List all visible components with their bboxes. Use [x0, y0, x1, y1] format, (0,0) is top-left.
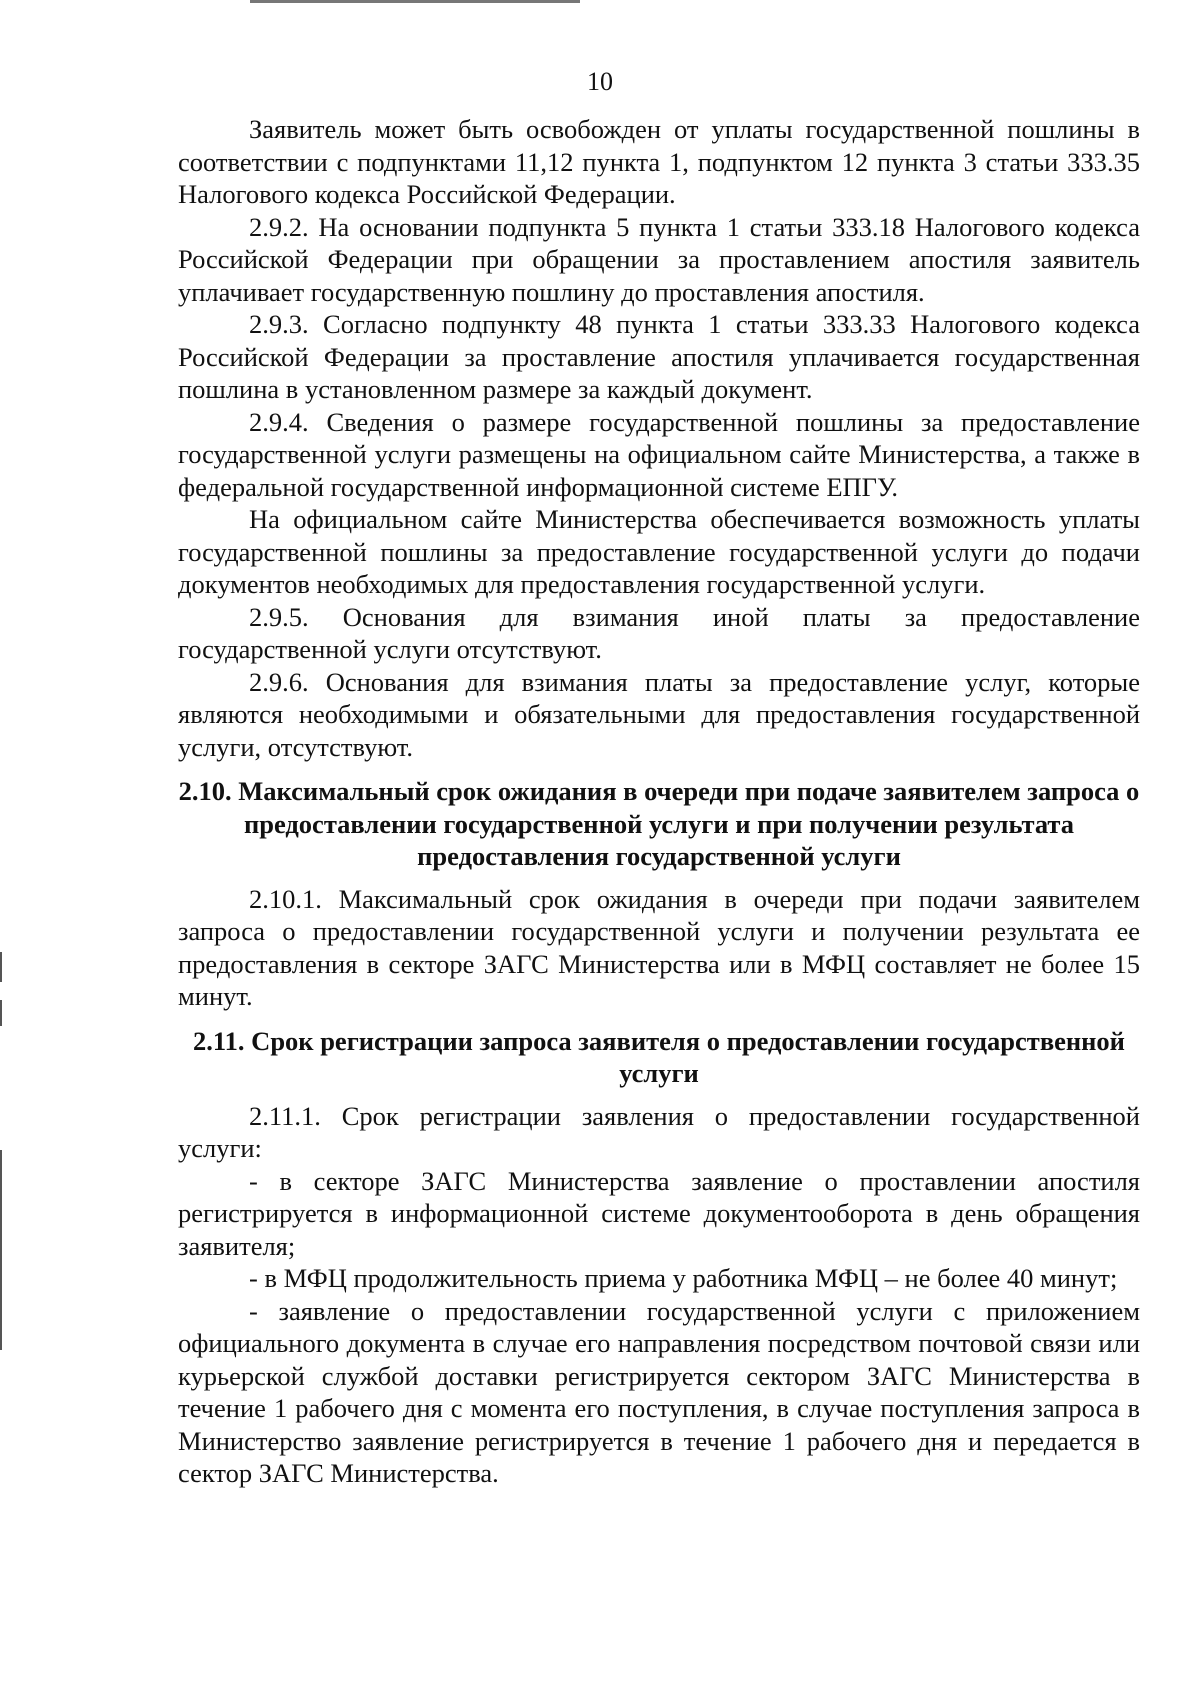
list-item-zags-sector: - в секторе ЗАГС Министерства заявление о проставлении апостиля регистрируется в информационной системе документооборота в день обращения заявителя;: [178, 1165, 1140, 1261]
paragraph-official-site: На официальном сайте Министерства обеспечивается возможность уплаты государственной пошлины за предоставление государственной услуги до подачи документов необходимых для предоставления государственной услуги.: [178, 504, 1140, 599]
paragraph-2-9-6: 2.9.6. Основания для взимания платы за предоставление услуг, которые являются необходимыми и обязательными для предоставления государственной услуги, отсутствуют.: [178, 666, 1140, 762]
paragraph-2-9-2: 2.9.2. На основании подпункта 5 пункта 1 статьи 333.18 Налогового кодекса Российской Федерации при обращении за проставлением апостиля заявитель уплачивает государственную пошлину до проставления апостиля.: [178, 211, 1140, 307]
paragraph-2-9-3: 2.9.3. Согласно подпункту 48 пункта 1 статьи 333.33 Налогового кодекса Российской Федерации за проставление апостиля уплачивается государственная пошлина в установленном размере за каждый документ.: [178, 309, 1140, 404]
paragraph-exemption: Заявитель может быть освобожден от уплаты государственной пошлины в соответствии с подпунктами 11,12 пункта 1, подпунктом 12 пункта 3 статьи 333.35 Налогового кодекса Российской Федерации.: [178, 114, 1140, 209]
scan-artifact-left-1: [0, 952, 2, 982]
paragraph-2-9-5: 2.9.5. Основания для взимания иной платы за предоставление государственной услуги отсутствуют.: [178, 601, 1140, 664]
scan-artifact-left-3: [0, 1150, 2, 1350]
document-body: [178, 113, 1140, 1490]
paragraph-2-10-1: 2.10.1. Максимальный срок ожидания в очереди при подачи заявителем запроса о предоставлении государственной услуги и получении результата ее предоставления в секторе ЗАГС Министерства или в МФЦ составляет не более 15 минут.: [178, 883, 1140, 1011]
list-item-postal: - заявление о предоставлении государственной услуги с приложением официального документа в случае его направления посредством почтовой связи или курьерской службой доставки регистрируется сектором ЗАГС Министерства в течение 1 рабочего дня с момента его поступления, в случае поступления запроса в Министерство заявление регистрируется в течение 1 рабочего дня и передается в сектор ЗАГС Министерства.: [178, 1295, 1140, 1488]
page-number: 10: [587, 67, 613, 96]
section-heading-2-10: 2.10. Максимальный срок ожидания в очереди при подаче заявителем запроса о предоставлении государственной услуги и при получении результата предоставления государственной услуги: [178, 776, 1140, 871]
paragraph-2-9-4: 2.9.4. Сведения о размере государственной пошлины за предоставление государственной услуги размещены на официальном сайте Министерства, а также в федеральной государственной информационной системе ЕПГУ.: [178, 406, 1140, 502]
paragraph-2-11-1: 2.11.1. Срок регистрации заявления о предоставлении государственной услуги:: [178, 1100, 1140, 1163]
scan-artifact-left-2: [0, 1000, 2, 1026]
scan-artifact-top: [250, 0, 580, 3]
list-item-mfc: - в МФЦ продолжительность приема у работника МФЦ – не более 40 минут;: [249, 1263, 1118, 1293]
section-heading-2-11: 2.11. Срок регистрации запроса заявителя о предоставлении государственной услуги: [193, 1025, 1125, 1088]
